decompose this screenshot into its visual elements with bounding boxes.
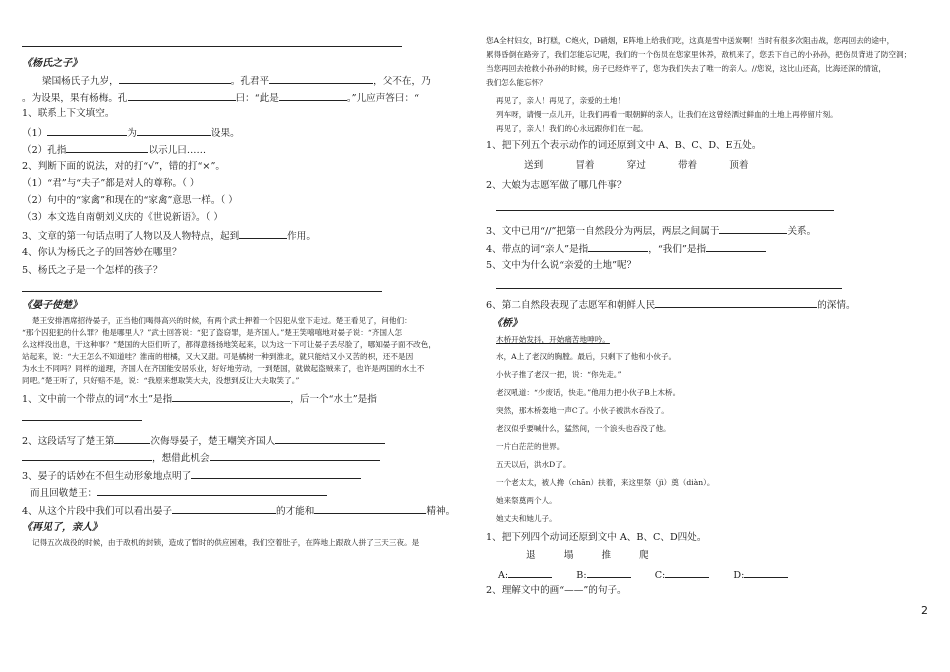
yanzi-q1: 1、文中前一个带点的词“水土”是指 ，后一个“水土”是指	[22, 394, 377, 405]
yanzi-q2b: ，想借此机会	[22, 451, 380, 465]
farewell-text-4: 我们怎么能忘怀？	[486, 78, 547, 87]
farewell-text-6: 列车呀，请慢一点儿开，让我们再看一眼朝鲜的亲人，让我们在这曾经洒过鲜血的土地上再停留片刻。	[496, 110, 838, 119]
yanzi-q2: 2、这段话写了楚王第 次侮辱晏子，楚王嘲笑齐国人	[22, 434, 385, 448]
section-rule	[22, 291, 382, 292]
yanzi-text-1: 楚王安排酒席招待晏子，正当他们喝得高兴的时候，有两个武士押着一个囚犯从堂下走过。楚王看见了，问他们：	[32, 316, 412, 325]
yang-q2b: （2）句中的“家禽”和现在的“家禽”意思一样。（ ）	[22, 195, 238, 206]
yang-q1b: （2）孔指 以示儿曰……	[22, 145, 207, 156]
farewell-q1: 1、把下列五个表示动作的词还原到文中 A、B、C、D、E五处。	[486, 140, 762, 151]
yang-q5: 5、杨氏之子是一个怎样的孩子？	[22, 265, 163, 276]
farewell-text-0: 记得五次战役的时候，由于敌机的封锁，造成了暂时的供应困难，我们空着肚子，在阵地上跟敌人拼了三天三夜。是	[32, 538, 420, 547]
section-title-bridge: 《桥》	[492, 318, 522, 329]
word-3: 穿过	[626, 160, 646, 171]
bridge-q1: 1、把下列四个动词还原到文中 A、B、C、D四处。	[486, 532, 707, 543]
bridge-text-2: 水，A上了老汉的胸膛。最后，只剩下了他和小伙子。	[496, 352, 677, 361]
farewell-q1-words	[524, 160, 748, 172]
bridge-text-4: 老汉吼道：“少废话，快走。”他用力把小伙子B上木桥。	[496, 388, 681, 397]
verb-2: 塌	[563, 550, 574, 561]
farewell-q2-blank	[496, 210, 834, 211]
farewell-q2: 2、大娘为志愿军做了哪几件事？	[486, 180, 627, 191]
yanzi-text-3: 么这样没出息，干这种事？”楚国的大臣们听了，都得意扬扬地笑起来，以为这一下可让晏子丢尽脸了，哪知晏子面不改色，	[22, 340, 436, 349]
top-rule	[22, 46, 402, 47]
yang-line-1: 梁国杨氏子九岁， 。孔君平 ，父不在，乃	[42, 76, 431, 87]
yang-q2c: （3）本文选自南朝刘义庆的《世说新语》。（ ）	[22, 212, 224, 223]
section-title-yang: 《杨氏之子》	[22, 58, 82, 69]
farewell-text-3: 当您再回去抢救小孙孙的时候，房子已经炸平了，您为我们失去了唯一的亲人。//您说，这比山还高，比海还深的情谊，	[486, 64, 886, 73]
bridge-text-1: 木桥开始发抖，开始痛苦地呻吟。	[496, 335, 610, 344]
yanzi-q1-blank	[22, 420, 142, 421]
verb-4: 爬	[639, 550, 649, 561]
farewell-q5: 5、文中为什么说“亲爱的土地”呢？	[486, 260, 637, 271]
bridge-text-6: 老汉似乎要喊什么，猛然间，一个浪头也吞没了他。	[496, 424, 671, 433]
yanzi-q3b: 而且回敬楚王：	[30, 486, 327, 500]
farewell-text-7: 再见了，亲人！我们的心永远跟你们在一起。	[496, 124, 648, 133]
bridge-text-8: 五天以后，洪水D了。	[496, 460, 571, 469]
farewell-q4: 4、带点的词“亲人”是指 ，“我们”是指	[486, 242, 766, 256]
bridge-text-9: 一个老太太，被人搀（chān）扶着，来这里祭（jì）奠（diàn）。	[496, 478, 715, 487]
farewell-text-2: 累得昏倒在路旁了，我们怎能忘记呢，我们的一个伤员在您家里休养，敌机来了，您丢下自己的小孙孙，把伤员背进了防空洞；	[486, 50, 912, 59]
bridge-text-5: 突然，那木桥轰地一声C了。小伙子被洪水吞没了。	[496, 406, 669, 415]
farewell-text-5: 再见了，亲人！再见了，亲爱的土地！	[496, 96, 626, 105]
yanzi-text-2: “那个囚犯犯的什么罪？他是哪里人？”武士回答说：“犯了盗窃罪，是齐国人。”楚王笑嘻嘻地对晏子说：“齐国人怎	[22, 328, 403, 337]
yanzi-q4: 4、从这个片段中我们可以看出晏子 的才能和 精神。	[22, 506, 456, 517]
bridge-text-3: 小伙子推了老汉一把，说：“你先走。”	[496, 370, 622, 379]
word-4: 带着	[677, 160, 698, 171]
farewell-q3: 3、文中已用“//”把第一自然段分为两层，两层之间属于 关系。	[486, 226, 817, 237]
yang-q2a: （1）“君”与“夫子”都是对人的尊称。（ ）	[22, 178, 200, 189]
bridge-text-7: 一片白茫茫的世界。	[496, 442, 565, 451]
yanzi-text-5: 为水土不同吗？同样的道理，齐国人在齐国能安居乐业，好好地劳动，一到楚国，就做起盗贼来了，也许是两国的水土不	[22, 364, 425, 373]
section-title-farewell: 《再见了，亲人》	[22, 522, 102, 533]
yang-q1: 1、联系上下文填空。	[22, 108, 115, 119]
page-number: 2	[921, 604, 928, 617]
word-1: 送到	[524, 160, 544, 171]
bridge-q1-words	[526, 550, 649, 562]
yang-q2: 2、判断下面的说法，对的打“√”，错的打“×”。	[22, 161, 225, 172]
yang-q4: 4、你认为杨氏之子的回答妙在哪里？	[22, 247, 182, 258]
bridge-q1-options: A: B: C: D:	[498, 568, 788, 582]
verb-3: 推	[601, 550, 612, 561]
word-2: 冒着	[575, 160, 595, 171]
yang-q1a: （1） 为 设果。	[22, 128, 240, 139]
bridge-q2: 2、理解文中的画“——”的句子。	[486, 585, 627, 596]
verb-1: 退	[526, 550, 536, 561]
bridge-text-11: 她丈夫和她儿子。	[496, 514, 557, 523]
yang-line-2: 。为设果，果有杨梅。孔 曰：“此是 。”儿应声答曰：“	[22, 93, 419, 104]
yang-q3: 3、文章的第一句话点明了人物以及人物特点，起到 作用。	[22, 231, 316, 242]
yanzi-q3: 3、晏子的话妙在不但生动形象地点明了	[22, 469, 361, 483]
section-title-yanzi: 《晏子使楚》	[22, 300, 82, 311]
farewell-text-1: 您A全村妇女，B打糕，C炮火，D硝烟，E阵地上给我们吃，这真是雪中送炭啊！当时有很多次阻击战，您再回去的途中，	[486, 36, 895, 45]
yanzi-text-6: 同吧。”楚王听了，只好赔不是，说：“我原来想取笑大夫，没想到反让大夫取笑了。”	[22, 376, 300, 385]
farewell-q5-blank	[496, 288, 842, 289]
farewell-q6: 6、第二自然段表现了志愿军和朝鲜人民 的深情。	[486, 300, 856, 311]
yanzi-text-4: 站起来，说：“大王怎么不知道哇？淮南的柑橘，又大又甜。可是橘树一种到淮北，就只能结又小又苦的枳，还不是因	[22, 352, 414, 361]
word-5: 顶着	[729, 160, 749, 171]
bridge-text-10: 她来祭奠两个人。	[496, 496, 557, 505]
